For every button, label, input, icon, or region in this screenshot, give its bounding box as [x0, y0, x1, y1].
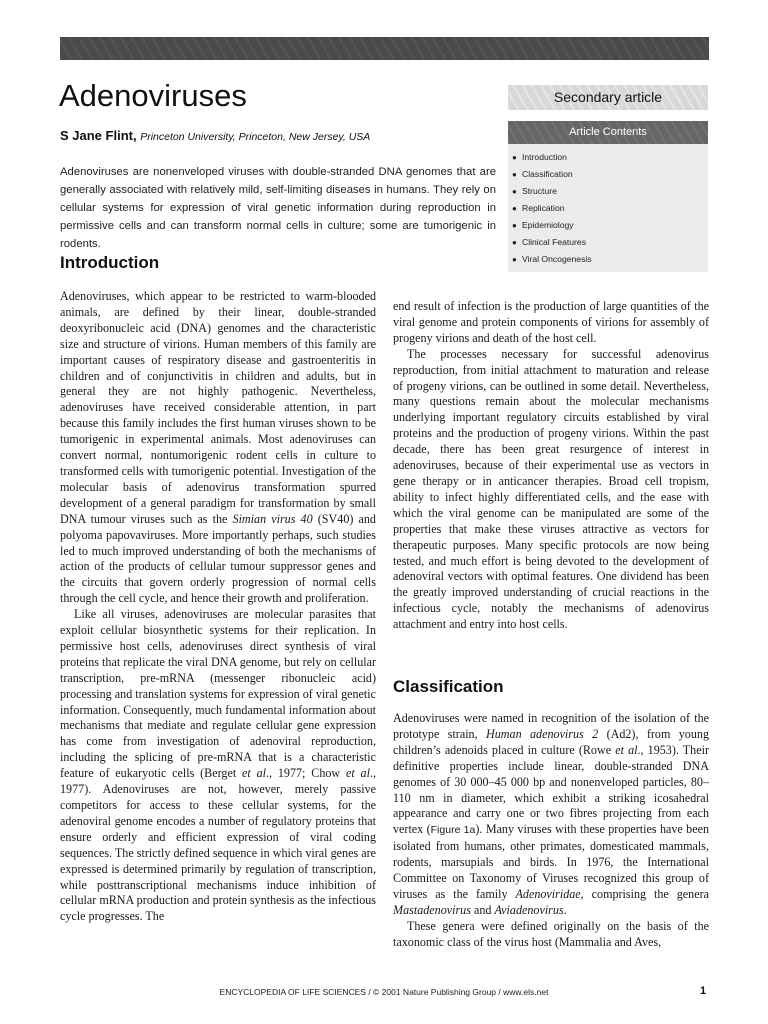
- bullet-icon: ●: [512, 204, 517, 213]
- intro-paragraph-3: end result of infection is the production of large quantities of the viral genome and protein components of virions for assembly of progeny virions and death of the host cell.: [393, 299, 709, 345]
- contents-item-introduction[interactable]: ● Introduction: [512, 149, 708, 166]
- header-banner: [60, 37, 709, 60]
- bullet-icon: ●: [512, 170, 517, 179]
- intro-paragraph-2: Like all viruses, adenoviruses are molecular parasites that exploit cellular biosynthetic systems for their replication. In permissive host cells, adenoviruses direct synthesis of viral proteins that replicate the viral DNA genome, but rely on cellular transcription, pre-mRNA (messenger ribonucleic acid) processing and translation systems for expression of viral genetic information. Consequently, much fundamental information about mechanisms that mediate and regulate cellular gene expression has come from investigation of adenoviral reproduction, including the splicing of pre-mRNA that is a characteristic feature of eukaryotic cells (Berget et al., 1977; Chow et al., 1977). Adenoviruses are not, however, merely passive competitors for access to these cellular systems, for the adenoviral genome encodes a number of regulatory proteins that ensure orderly and efficient expression of viral coding sequences. The strictly defined sequence in which viral genes are expressed is determined primarily by regulation of transcription, while posttranscriptional mechanisms induce inhibition of cellular mRNA production and protein synthesis as the infectious cycle progresses. The: [60, 607, 376, 924]
- abstract: Adenoviruses are nonenveloped viruses with double-stranded DNA genomes that are generally associated with relatively mild, self-limiting diseases in humans. They rely on cellular systems for expression of viral genetic information during reproduction in permissive cells and can transform normal cells in culture; some are tumorigenic in rodents.: [60, 166, 496, 250]
- author-line: [60, 128, 370, 143]
- footer-text: ENCYCLOPEDIA OF LIFE SCIENCES / © 2001 Nature Publishing Group / www.els.net: [219, 987, 549, 997]
- right-column-top: [393, 299, 709, 633]
- bullet-icon: ●: [512, 153, 517, 162]
- author-name: S Jane Flint,: [60, 128, 137, 143]
- contents-item-replication[interactable]: ● Replication: [512, 200, 708, 217]
- bullet-icon: ●: [512, 187, 517, 196]
- right-column-bottom: [393, 711, 709, 951]
- figure-1a-link[interactable]: Figure 1a: [430, 824, 476, 837]
- bullet-icon: ●: [512, 255, 517, 264]
- left-column: [60, 289, 376, 925]
- contents-item-classification[interactable]: ● Classification: [512, 166, 708, 183]
- classification-paragraph-2: These genera were defined originally on the basis of the taxonomic class of the virus host (Mammalia and Aves,: [393, 918, 709, 949]
- introduction-heading: Introduction: [60, 253, 160, 272]
- bullet-icon: ●: [512, 221, 517, 230]
- bullet-icon: ●: [512, 238, 517, 247]
- page-number: 1: [700, 985, 707, 997]
- contents-item-viral-oncogenesis[interactable]: ● Viral Oncogenesis: [512, 251, 708, 268]
- contents-item-clinical-features[interactable]: ● Clinical Features: [512, 234, 708, 251]
- classification-heading: Classification: [393, 677, 504, 696]
- intro-paragraph-4: The processes necessary for successful adenovirus reproduction, from initial attachment to maturation and release of progeny virions, can be outlined in some detail. Nevertheless, many questions remain about the molecular mechanisms underlying important regulatory circuits established by viral proteins and the production of progeny virions. Within the past decade, there has been great resurgence of interest in adenoviruses, because of their experimental use as vectors in gene therapy or in anticancer therapies. Broad cell tropism, ability to infect highly differentiated cells, and the ease with which the viral genome can be manipulated are some of the properties that make these viruses attractive as vectors for therapeutic purposes. Many specific protocols are now being tested, and much effort is being devoted to the development of adenoviral vectors with optimal features. One dividend has been the greatly improved understanding of crucial reactions in the infectious cycle, notably the mechanisms of adenovirus attachment and entry into host cells.: [393, 346, 709, 632]
- contents-item-epidemiology[interactable]: ● Epidemiology: [512, 217, 708, 234]
- author-affiliation: Princeton University, Princeton, New Jersey, USA: [140, 131, 371, 143]
- classification-paragraph-1: Adenoviruses were named in recognition of the isolation of the prototype strain, Human adenovirus 2 (Ad2), from young children’s adenoids placed in culture (Rowe et al., 1953). Their definitive properties include linear, double-stranded DNA genomes of 30 000–45 000 bp and nonenveloped particles, 80–110 nm in diameter, which exhibit a striking icosahedral appearance and carry one or two fibres projecting from each vertex (Figure 1a). Many viruses with these properties have been isolated from humans, other primates, domesticated mammals, rodents, marsupials and birds. In 1976, the International Committee on Taxonomy of Viruses recognized this group of viruses as the family Adenoviridae, comprising the genera Mastadenovirus and Aviadenovirus.: [393, 711, 709, 917]
- intro-paragraph-1: Adenoviruses, which appear to be restricted to warm-blooded animals, are defined by their linear, double-stranded deoxyribonucleic acid (DNA) genomes and the characteristic size and structure of virions. Human members of this family are important causes of respiratory disease and gastroenteritis in children and of conjunctivitis in children and adults, but in general they are not highly pathogenic. Nevertheless, adenoviruses have received considerable attention, in part because this family includes the first human viruses shown to be tumorigenic in experimental animals. Most adenoviruses can convert normal, nontumorigenic rodent cells in culture to transformed cells with tumorigenic potential. Investigation of the molecular basis of adenovirus transformation spurred development of a general paradigm for transformation by small DNA tumour viruses such as the Simian virus 40 (SV40) and polyoma papovaviruses. More importantly perhaps, such studies led to much improved understanding of both the mechanisms of action of the products of cellular tumour suppressor genes and the circuits that govern orderly progression of normal cells through the cell cycle, and hence their growth and proliferation.: [60, 289, 376, 606]
- article-type-badge: Secondary article: [508, 85, 708, 110]
- article-title: Adenoviruses: [59, 78, 247, 113]
- contents-item-structure[interactable]: ● Structure: [512, 183, 708, 200]
- article-contents-box: [508, 121, 708, 272]
- article-contents-heading: Article Contents: [508, 121, 708, 144]
- contents-list: [508, 144, 708, 268]
